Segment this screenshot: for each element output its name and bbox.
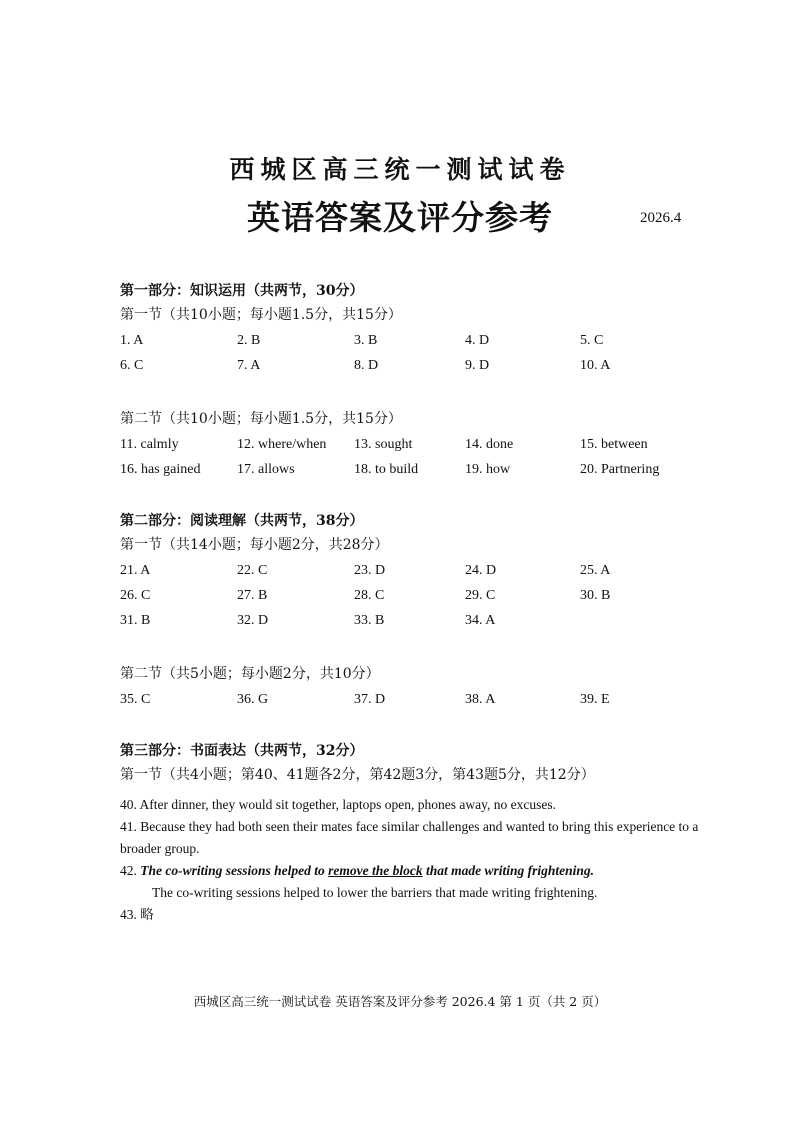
answer-item: 13. sought [354, 437, 413, 452]
answer-item: 3. B [354, 333, 378, 348]
answer-q42-question [120, 860, 700, 882]
answer-item: 38. A [465, 692, 496, 707]
answer-q41: 41. Because they had both seen their mates face similar challenges and wanted to bring this experience to a broader group. [120, 819, 699, 856]
part1-sec1-answers [120, 328, 700, 378]
exam-title: 西城区高三统一测试试卷 [229, 155, 571, 184]
answer-item: 10. A [580, 358, 611, 373]
answer-item: 20. Partnering [580, 462, 660, 477]
answer-q43: 43. 略 [120, 907, 154, 922]
answer-item: 2. B [237, 333, 261, 348]
part2-title: 第二部分：阅读理解（共两节，38分） [120, 513, 364, 529]
exam-date: 2026.4 [640, 210, 682, 226]
answer-item: 9. D [465, 358, 490, 373]
answer-item: 30. B [580, 588, 611, 603]
answer-q40: 40. After dinner, they would sit together, laptops open, phones away, no excuses. [120, 797, 556, 812]
answer-item: 5. C [580, 333, 604, 348]
answer-item: 32. D [237, 613, 269, 628]
answer-item: 34. A [465, 613, 496, 628]
answer-item: 21. A [120, 563, 151, 578]
answer-item: 15. between [580, 437, 648, 452]
answer-content [120, 280, 700, 926]
answer-item: 16. has gained [120, 462, 201, 477]
q42-sentence-start: The co-writing sessions helped to [140, 863, 329, 878]
q42-number: 42. [120, 863, 141, 878]
part2-sec2-title: 第二节（共5小题；每小题2分，共10分） [120, 666, 380, 682]
q42-sentence-end: that made writing frightening. [422, 863, 595, 878]
answer-item: 39. E [580, 692, 610, 707]
part1-title: 第一部分：知识运用（共两节，30分） [120, 283, 364, 299]
answer-item: 31. B [120, 613, 151, 628]
answer-item: 27. B [237, 588, 268, 603]
answer-q42: The co-writing sessions helped to lower the barriers that made writing frightening. [152, 885, 598, 900]
answer-item: 18. to build [354, 462, 419, 477]
answer-item: 23. D [354, 563, 386, 578]
answer-item: 35. C [120, 692, 151, 707]
q42-underlined-phrase: remove the block [328, 863, 423, 878]
part2-sec1-answers [120, 558, 700, 633]
answer-item: 14. done [465, 437, 514, 452]
part2-sec1-title: 第一节（共14小题；每小题2分，共28分） [120, 537, 389, 553]
answer-item: 28. C [354, 588, 385, 603]
part1-sec2-title: 第二节（共10小题；每小题1.5分，共15分） [120, 411, 402, 427]
part2-sec2-answers [120, 687, 700, 712]
answer-item: 8. D [354, 358, 379, 373]
answer-item: 7. A [237, 358, 261, 373]
part1-sec1-title: 第一节（共10小题；每小题1.5分，共15分） [120, 307, 402, 323]
part3-sec1-title: 第一节（共4小题；第40、41题各2分，第42题3分，第43题5分，共12分） [120, 767, 595, 783]
answer-item: 4. D [465, 333, 490, 348]
answer-item: 36. G [237, 692, 269, 707]
answer-item: 22. C [237, 563, 268, 578]
answer-item: 25. A [580, 563, 611, 578]
part1-sec2-answers [120, 432, 700, 482]
answer-item: 17. allows [237, 462, 295, 477]
answer-item: 11. calmly [120, 437, 179, 452]
answer-item: 19. how [465, 462, 511, 477]
answer-item: 29. C [465, 588, 496, 603]
answer-item: 6. C [120, 358, 144, 373]
answer-item: 26. C [120, 588, 151, 603]
page-footer: 西城区高三统一测试试卷 英语答案及评分参考 2026.4 第 1 页（共 2 页） [193, 994, 607, 1009]
answer-item: 12. where/when [237, 437, 327, 452]
answer-item: 37. D [354, 692, 386, 707]
answer-item: 33. B [354, 613, 385, 628]
part3-title: 第三部分：书面表达（共两节，32分） [120, 743, 364, 759]
answer-item: 1. A [120, 333, 144, 348]
answer-key-title: 英语答案及评分参考 [247, 198, 553, 237]
answer-item: 24. D [465, 563, 497, 578]
